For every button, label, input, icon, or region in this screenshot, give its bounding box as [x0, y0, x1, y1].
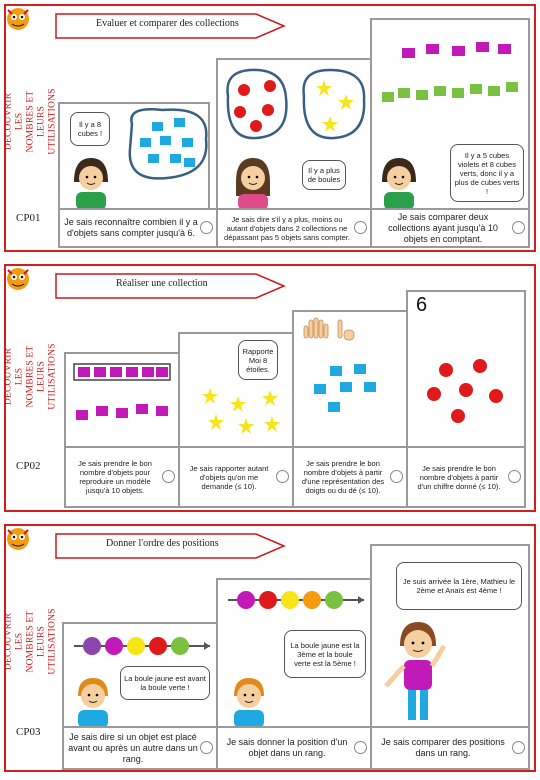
cube: [402, 48, 415, 58]
girl-avatar: [382, 616, 452, 726]
card-code: CP01: [16, 212, 41, 224]
panel-from-numeral: [406, 290, 526, 448]
bead: [281, 591, 299, 609]
cube: [182, 138, 193, 147]
assessment-circle[interactable]: [276, 470, 289, 483]
ball: [250, 120, 262, 132]
speech-bubble: Rapporte Moi 8 étoiles.: [238, 340, 278, 380]
bead-row: [70, 634, 214, 658]
cube: [330, 366, 342, 376]
cube: [170, 154, 181, 163]
ball: [451, 409, 465, 423]
bead: [171, 637, 189, 655]
cube: [156, 406, 168, 416]
panel-compare-without-count: [216, 58, 372, 210]
child-avatar: [70, 156, 112, 210]
caption-from-numeral: Je sais prendre le bon nombre d'objets à partir d'un chiffre donné (≤ 10).: [406, 446, 526, 508]
ball: [473, 359, 487, 373]
caption-compare-positions: Je sais comparer des positions dans un rang.: [370, 726, 530, 770]
competency-card-cp02: [4, 264, 536, 512]
caption-fingers-dice: Je sais prendre le bon nombre d'objets à partir d'une représentation des doigts ou du dé (≤ 10).: [292, 446, 408, 508]
cube: [364, 382, 376, 392]
ball: [427, 387, 441, 401]
assessment-circle[interactable]: [512, 221, 525, 234]
caption-reproduce-model: Je sais prendre le bon nombre d'objets pour reproduire un modèle jusqu'à 10 objets.: [64, 446, 180, 508]
bead: [325, 591, 343, 609]
competency-card-cp01: [4, 4, 536, 252]
cube: [498, 44, 511, 54]
speech-bubble: La boule jaune est la 3ème et la boule verte est la 5ème !: [284, 630, 366, 678]
card-code: CP02: [16, 460, 41, 472]
star: [202, 388, 218, 404]
cube-collection: [122, 104, 212, 184]
child-avatar: [232, 156, 274, 210]
model-and-copy: [70, 360, 178, 440]
cube: [382, 92, 394, 102]
card-sidebar: [3, 526, 58, 770]
cube: [328, 402, 340, 412]
assessment-circle[interactable]: [200, 221, 213, 234]
cube: [416, 90, 428, 100]
child-avatar: [228, 674, 270, 728]
card-title: Réaliser une collection: [116, 278, 208, 289]
ball: [264, 80, 276, 92]
cube: [110, 367, 122, 377]
assessment-circle[interactable]: [162, 470, 175, 483]
bead: [83, 637, 101, 655]
panel-before-after: [62, 622, 218, 728]
cube: [506, 82, 518, 92]
caption-subitizing: Je sais reconnaître combien il y a d'objets sans compter jusqu'à 6.: [58, 208, 218, 248]
ball: [489, 389, 503, 403]
assessment-circle[interactable]: [354, 221, 367, 234]
ball: [234, 106, 246, 118]
panel-reproduce-model: [64, 352, 180, 448]
ball: [238, 84, 250, 96]
star: [208, 414, 224, 430]
cube-collection: [310, 362, 400, 422]
cube: [434, 86, 446, 96]
ball-collection: [424, 360, 514, 430]
assessment-circle[interactable]: [200, 741, 213, 754]
speech-bubble: Il y a 8 cubes !: [70, 112, 110, 146]
ball: [439, 363, 453, 377]
assessment-circle[interactable]: [512, 741, 525, 754]
speech-bubble: Il y a 5 cubes violets et 8 cubes verts, donc il y a plus de cubes verts !: [450, 144, 524, 202]
monster-mascot-icon: [4, 524, 34, 554]
cube: [116, 408, 128, 418]
bead: [105, 637, 123, 655]
panel-give-position: [216, 578, 372, 728]
assessment-circle[interactable]: [354, 741, 367, 754]
star: [262, 390, 278, 406]
cube: [426, 44, 439, 54]
card-title: Donner l'ordre des positions: [106, 538, 219, 549]
cube: [148, 154, 159, 163]
cube: [340, 382, 352, 392]
hand-fingers-icon: [302, 316, 362, 346]
cube: [140, 138, 151, 147]
cube: [96, 406, 108, 416]
assessment-circle[interactable]: [390, 470, 403, 483]
caption-bring-objects: Je sais rapporter autant d'objets qu'on me demande (≤ 10).: [178, 446, 294, 508]
bead: [237, 591, 255, 609]
panel-compare-with-count: [370, 18, 530, 210]
cube: [142, 367, 154, 377]
cube: [94, 367, 106, 377]
star: [264, 416, 280, 432]
caption-before-after: Je sais dire si un objet est placé avant ou après un autre dans un rang.: [62, 726, 218, 770]
bead: [303, 591, 321, 609]
cube: [398, 88, 410, 98]
star-collection: [196, 384, 286, 444]
child-avatar: [72, 674, 114, 728]
cube: [78, 367, 90, 377]
cube: [184, 158, 195, 167]
cube: [160, 136, 171, 145]
card-title: Evaluer et comparer des collections: [96, 18, 239, 29]
cube: [174, 118, 185, 127]
monster-mascot-icon: [4, 4, 34, 34]
panel-fingers-dice: [292, 310, 408, 448]
section-label: DECOUVRIR LES NOMBRES ET LEURS UTILISATIONS: [3, 342, 58, 410]
bead: [127, 637, 145, 655]
target-numeral: 6: [416, 294, 428, 316]
panel-subitizing: [58, 102, 210, 210]
section-label: DECOUVRIR LES NOMBRES ET LEURS UTILISATIONS: [3, 87, 58, 155]
competency-card-cp03: [4, 524, 536, 772]
cube: [470, 84, 482, 94]
cube: [76, 410, 88, 420]
caption-compare-with-count: Je sais comparer deux collections ayant jusqu'à 10 objets en comptant.: [370, 208, 530, 248]
monster-mascot-icon: [4, 264, 34, 294]
panel-compare-positions: [370, 544, 530, 728]
card-sidebar: [3, 266, 58, 510]
cube: [476, 42, 489, 52]
cube: [452, 88, 464, 98]
star: [238, 418, 254, 434]
cube-rows: [378, 34, 526, 114]
ball: [459, 383, 473, 397]
child-avatar: [378, 156, 420, 210]
cube: [156, 367, 168, 377]
caption-give-position: Je sais donner la position d'un objet dans un rang.: [216, 726, 372, 770]
bead: [149, 637, 167, 655]
cube: [136, 404, 148, 414]
cube: [314, 384, 326, 394]
speech-bubble: Il y a plus de boules: [302, 160, 346, 190]
cube: [152, 122, 163, 131]
bead-row: [224, 588, 368, 612]
cube: [452, 46, 465, 56]
card-sidebar: [3, 6, 58, 250]
star: [230, 396, 246, 412]
cube: [126, 367, 138, 377]
ball: [262, 104, 274, 116]
speech-bubble: Je suis arrivée la 1ère, Mathieu le 2ème et Anaïs est 4ème !: [396, 562, 522, 610]
card-code: CP03: [16, 726, 41, 738]
assessment-circle[interactable]: [508, 470, 521, 483]
speech-bubble: La boule jaune est avant la boule verte !: [120, 666, 210, 700]
panel-bring-objects: [178, 332, 294, 448]
cube: [488, 86, 500, 96]
cube: [354, 364, 366, 374]
ball-star-sets: [220, 66, 370, 146]
bead: [259, 591, 277, 609]
caption-compare-without-count: Je sais dire s'il y a plus, moins ou autant d'objets dans 2 collections ne dépassant pas 5 objets sans compter.: [216, 208, 372, 248]
section-label: DECOUVRIR LES NOMBRES ET LEURS UTILISATIONS: [3, 607, 58, 675]
